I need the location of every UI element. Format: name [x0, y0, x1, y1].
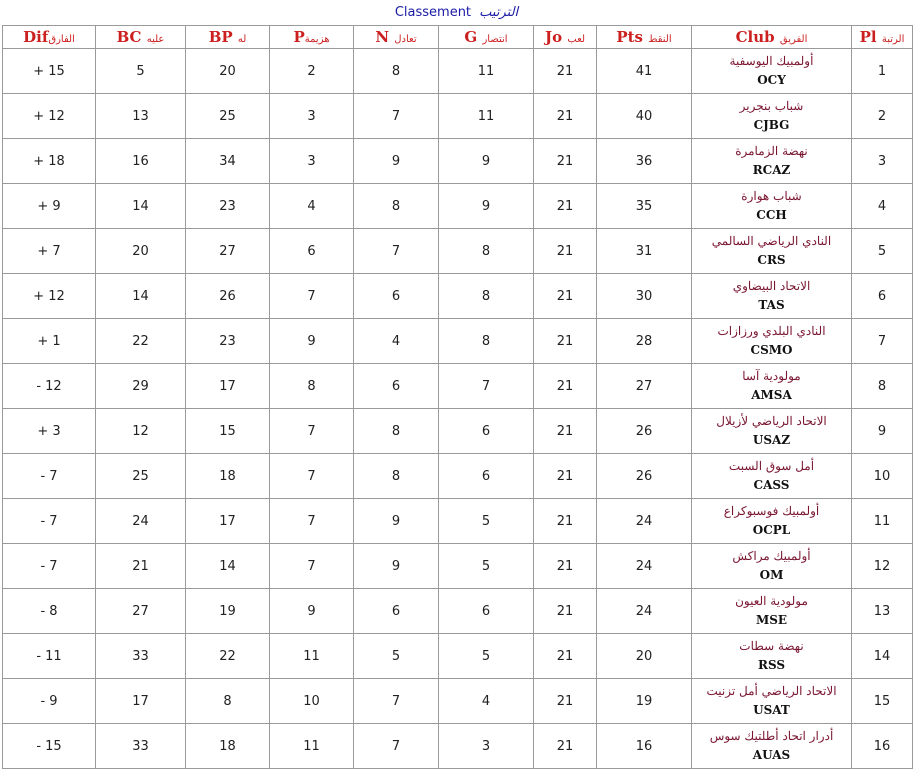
cell-n: 9 — [354, 499, 439, 544]
cell-bp: 18 — [186, 724, 270, 769]
cell-pts: 27 — [597, 364, 692, 409]
cell-p: 11 — [270, 724, 354, 769]
header-n — [354, 26, 439, 49]
club-arabic-name: أدرار اتحاد أطلتيك سوس — [709, 729, 834, 743]
cell-n: 7 — [354, 679, 439, 724]
club-arabic-name: النادي البلدي ورزازات — [717, 324, 826, 338]
cell-g: 11 — [439, 49, 534, 94]
cell-club — [692, 274, 852, 319]
cell-p: 7 — [270, 454, 354, 499]
cell-pl: 16 — [852, 724, 913, 769]
table-row — [3, 724, 913, 769]
table-row — [3, 454, 913, 499]
table-row — [3, 319, 913, 364]
cell-pl: 5 — [852, 229, 913, 274]
cell-g: 9 — [439, 139, 534, 184]
cell-club — [692, 229, 852, 274]
cell-g: 6 — [439, 454, 534, 499]
cell-club — [692, 94, 852, 139]
cell-g: 11 — [439, 94, 534, 139]
cell-club — [692, 364, 852, 409]
club-code: AMSA — [751, 388, 792, 402]
cell-club — [692, 454, 852, 499]
cell-n: 6 — [354, 364, 439, 409]
club-code: CSMO — [750, 343, 793, 357]
header-jo — [534, 26, 597, 49]
cell-dif: + 7 — [3, 229, 96, 274]
cell-bp: 8 — [186, 679, 270, 724]
cell-p: 10 — [270, 679, 354, 724]
cell-pl: 4 — [852, 184, 913, 229]
cell-pts: 24 — [597, 499, 692, 544]
table-row — [3, 49, 913, 94]
cell-pts: 41 — [597, 49, 692, 94]
club-arabic-name: أولمبيك اليوسفية — [729, 54, 814, 68]
cell-pl: 12 — [852, 544, 913, 589]
cell-bc: 12 — [96, 409, 186, 454]
table-row — [3, 274, 913, 319]
cell-g: 5 — [439, 634, 534, 679]
cell-p: 7 — [270, 499, 354, 544]
cell-p: 3 — [270, 94, 354, 139]
cell-bc: 27 — [96, 589, 186, 634]
table-row — [3, 409, 913, 454]
cell-pl: 15 — [852, 679, 913, 724]
cell-g: 3 — [439, 724, 534, 769]
cell-dif: + 3 — [3, 409, 96, 454]
cell-dif: + 12 — [3, 274, 96, 319]
header-latin: N — [375, 28, 390, 46]
cell-jo: 21 — [534, 364, 597, 409]
header-latin: Dif — [23, 28, 49, 46]
header-p — [270, 26, 354, 49]
cell-n: 4 — [354, 319, 439, 364]
club-arabic-name: أمل سوق السبت — [728, 459, 815, 473]
club-arabic-name: أولمبيك فوسبوكراع — [723, 504, 820, 518]
cell-jo: 21 — [534, 94, 597, 139]
club-code: USAZ — [752, 433, 791, 447]
cell-bp: 34 — [186, 139, 270, 184]
cell-dif: - 7 — [3, 454, 96, 499]
cell-pl: 6 — [852, 274, 913, 319]
cell-p: 4 — [270, 184, 354, 229]
cell-jo: 21 — [534, 454, 597, 499]
club-code: AUAS — [752, 748, 791, 762]
cell-p: 7 — [270, 274, 354, 319]
cell-bc: 29 — [96, 364, 186, 409]
cell-jo: 21 — [534, 589, 597, 634]
cell-pts: 26 — [597, 409, 692, 454]
cell-g: 8 — [439, 229, 534, 274]
header-latin: Jo — [544, 28, 563, 46]
table-row — [3, 499, 913, 544]
header-arabic: انتصار — [482, 34, 508, 45]
header-latin: Pl — [859, 28, 877, 46]
cell-p: 6 — [270, 229, 354, 274]
table-row — [3, 679, 913, 724]
cell-p: 9 — [270, 589, 354, 634]
cell-pts: 24 — [597, 544, 692, 589]
cell-bc: 33 — [96, 724, 186, 769]
club-code: USAT — [753, 703, 790, 717]
cell-pts: 24 — [597, 589, 692, 634]
table-row — [3, 94, 913, 139]
header-arabic: الرتبة — [881, 34, 905, 45]
cell-bc: 14 — [96, 184, 186, 229]
cell-bp: 17 — [186, 499, 270, 544]
club-code: TAS — [758, 298, 785, 312]
header-arabic: النقط — [648, 34, 672, 45]
cell-pl: 1 — [852, 49, 913, 94]
page-title — [0, 4, 913, 22]
cell-p: 7 — [270, 409, 354, 454]
club-arabic-name: الاتحاد الرياضي أمل تزنيت — [706, 684, 837, 698]
cell-bc: 20 — [96, 229, 186, 274]
cell-pl: 8 — [852, 364, 913, 409]
cell-jo: 21 — [534, 184, 597, 229]
cell-g: 4 — [439, 679, 534, 724]
header-latin: G — [464, 28, 478, 46]
header-latin: Pts — [616, 28, 643, 46]
cell-bp: 23 — [186, 319, 270, 364]
cell-dif: - 15 — [3, 724, 96, 769]
cell-p: 7 — [270, 544, 354, 589]
header-latin: P — [293, 28, 305, 46]
cell-pl: 10 — [852, 454, 913, 499]
cell-pts: 36 — [597, 139, 692, 184]
cell-bp: 25 — [186, 94, 270, 139]
cell-n: 7 — [354, 94, 439, 139]
cell-bc: 5 — [96, 49, 186, 94]
header-row — [3, 26, 913, 49]
cell-club — [692, 49, 852, 94]
club-code: RCAZ — [752, 163, 791, 177]
cell-n: 8 — [354, 409, 439, 454]
cell-pts: 35 — [597, 184, 692, 229]
cell-club — [692, 589, 852, 634]
cell-bc: 24 — [96, 499, 186, 544]
club-arabic-name: الاتحاد البيضاوي — [732, 279, 811, 293]
cell-bp: 26 — [186, 274, 270, 319]
cell-p: 11 — [270, 634, 354, 679]
club-arabic-name: شباب هوارة — [741, 189, 802, 203]
cell-dif: - 8 — [3, 589, 96, 634]
cell-dif: + 9 — [3, 184, 96, 229]
cell-dif: + 18 — [3, 139, 96, 184]
cell-g: 9 — [439, 184, 534, 229]
club-arabic-name: أولمبيك مراكش — [732, 549, 811, 563]
cell-dif: + 12 — [3, 94, 96, 139]
cell-club — [692, 184, 852, 229]
cell-n: 9 — [354, 139, 439, 184]
club-arabic-name: النادي الرياضي السالمي — [711, 234, 832, 248]
cell-bp: 20 — [186, 49, 270, 94]
table-row — [3, 589, 913, 634]
cell-pl: 13 — [852, 589, 913, 634]
standings-body — [3, 49, 913, 769]
cell-bc: 21 — [96, 544, 186, 589]
cell-pts: 28 — [597, 319, 692, 364]
table-row — [3, 139, 913, 184]
header-g — [439, 26, 534, 49]
header-latin: Club — [735, 28, 775, 46]
cell-pts: 26 — [597, 454, 692, 499]
cell-club — [692, 679, 852, 724]
cell-pl: 7 — [852, 319, 913, 364]
cell-club — [692, 409, 852, 454]
cell-dif: - 7 — [3, 499, 96, 544]
cell-dif: - 7 — [3, 544, 96, 589]
cell-g: 5 — [439, 544, 534, 589]
club-arabic-name: شباب بنجرير — [739, 99, 804, 113]
header-latin: BP — [208, 28, 233, 46]
cell-pl: 3 — [852, 139, 913, 184]
header-arabic: الفريق — [779, 34, 808, 45]
club-code: OCPL — [752, 523, 791, 537]
table-row — [3, 364, 913, 409]
cell-pl: 9 — [852, 409, 913, 454]
cell-n: 5 — [354, 634, 439, 679]
club-code: OM — [759, 568, 784, 582]
cell-pts: 19 — [597, 679, 692, 724]
cell-n: 6 — [354, 589, 439, 634]
cell-club — [692, 139, 852, 184]
cell-bp: 19 — [186, 589, 270, 634]
cell-g: 6 — [439, 409, 534, 454]
cell-bc: 25 — [96, 454, 186, 499]
cell-club — [692, 634, 852, 679]
cell-bc: 13 — [96, 94, 186, 139]
header-bc — [96, 26, 186, 49]
club-code: MSE — [755, 613, 788, 627]
club-code: CRS — [757, 253, 786, 267]
header-bp — [186, 26, 270, 49]
cell-n: 8 — [354, 49, 439, 94]
cell-n: 8 — [354, 184, 439, 229]
table-row — [3, 184, 913, 229]
cell-club — [692, 724, 852, 769]
header-arabic: لعب — [567, 34, 586, 45]
header-latin: BC — [116, 28, 142, 46]
cell-bp: 18 — [186, 454, 270, 499]
standings-table — [2, 25, 913, 769]
cell-dif: - 12 — [3, 364, 96, 409]
table-row — [3, 544, 913, 589]
cell-bp: 27 — [186, 229, 270, 274]
header-pl — [852, 26, 913, 49]
cell-dif: - 11 — [3, 634, 96, 679]
table-row — [3, 634, 913, 679]
club-arabic-name: مولودية العيون — [735, 594, 808, 608]
club-code: CCH — [756, 208, 787, 222]
cell-jo: 21 — [534, 139, 597, 184]
cell-g: 6 — [439, 589, 534, 634]
cell-jo: 21 — [534, 409, 597, 454]
cell-n: 7 — [354, 724, 439, 769]
cell-n: 7 — [354, 229, 439, 274]
cell-club — [692, 544, 852, 589]
cell-bp: 23 — [186, 184, 270, 229]
cell-p: 3 — [270, 139, 354, 184]
club-code: OCY — [757, 73, 786, 87]
cell-bc: 33 — [96, 634, 186, 679]
cell-g: 8 — [439, 274, 534, 319]
cell-jo: 21 — [534, 49, 597, 94]
club-arabic-name: الاتحاد الرياضي لأزيلال — [716, 414, 827, 428]
header-dif — [3, 26, 96, 49]
cell-g: 5 — [439, 499, 534, 544]
header-arabic: له — [237, 34, 247, 45]
header-arabic: هزيمة — [304, 34, 330, 45]
cell-jo: 21 — [534, 724, 597, 769]
cell-jo: 21 — [534, 544, 597, 589]
cell-g: 8 — [439, 319, 534, 364]
cell-pts: 20 — [597, 634, 692, 679]
club-arabic-name: مولودية آسا — [742, 369, 801, 383]
cell-bc: 14 — [96, 274, 186, 319]
cell-n: 8 — [354, 454, 439, 499]
cell-bc: 22 — [96, 319, 186, 364]
header-pts — [597, 26, 692, 49]
header-club — [692, 26, 852, 49]
cell-jo: 21 — [534, 679, 597, 724]
cell-dif: + 1 — [3, 319, 96, 364]
cell-pts: 30 — [597, 274, 692, 319]
club-code: CJBG — [753, 118, 790, 132]
cell-bp: 17 — [186, 364, 270, 409]
cell-p: 2 — [270, 49, 354, 94]
cell-n: 6 — [354, 274, 439, 319]
cell-dif: + 15 — [3, 49, 96, 94]
cell-pl: 2 — [852, 94, 913, 139]
cell-jo: 21 — [534, 229, 597, 274]
club-code: RSS — [757, 658, 786, 672]
cell-pl: 14 — [852, 634, 913, 679]
club-arabic-name: نهضة الزمامرة — [735, 144, 808, 158]
header-arabic: عليه — [146, 34, 165, 45]
cell-n: 9 — [354, 544, 439, 589]
club-code: CASS — [753, 478, 790, 492]
cell-bc: 17 — [96, 679, 186, 724]
cell-bp: 22 — [186, 634, 270, 679]
cell-pts: 16 — [597, 724, 692, 769]
cell-bc: 16 — [96, 139, 186, 184]
cell-dif: - 9 — [3, 679, 96, 724]
title-arabic: الترتيب — [479, 5, 519, 20]
cell-pts: 40 — [597, 94, 692, 139]
cell-jo: 21 — [534, 634, 597, 679]
cell-club — [692, 499, 852, 544]
cell-jo: 21 — [534, 499, 597, 544]
cell-p: 8 — [270, 364, 354, 409]
cell-club — [692, 319, 852, 364]
table-row — [3, 229, 913, 274]
cell-bp: 15 — [186, 409, 270, 454]
cell-jo: 21 — [534, 274, 597, 319]
header-arabic: الفارق — [48, 34, 75, 45]
header-arabic: تعادل — [394, 34, 417, 45]
cell-pl: 11 — [852, 499, 913, 544]
cell-g: 7 — [439, 364, 534, 409]
cell-p: 9 — [270, 319, 354, 364]
cell-bp: 14 — [186, 544, 270, 589]
title-latin: Classement — [394, 5, 472, 20]
club-arabic-name: نهضة سطات — [739, 639, 804, 653]
cell-jo: 21 — [534, 319, 597, 364]
cell-pts: 31 — [597, 229, 692, 274]
